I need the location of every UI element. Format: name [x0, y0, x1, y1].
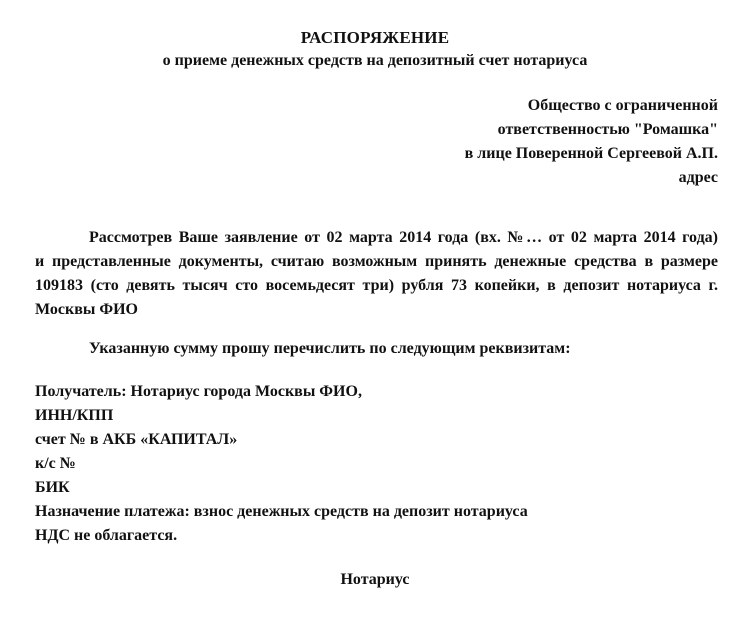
- requisite-inn-kpp: ИНН/КПП: [35, 407, 114, 424]
- requisite-recipient: Получатель: Нотариус города Москвы ФИО,: [35, 383, 362, 400]
- requisite-purpose: Назначение платежа: взнос денежных средств на депозит нотариуса: [35, 503, 528, 520]
- addressee-line-representative: в лице Поверенной Сергеевой А.П.: [464, 145, 718, 162]
- body-paragraph: [35, 226, 718, 322]
- document-subtitle: о приеме денежных средств на депозитный счет нотариуса: [162, 52, 588, 69]
- document-title: РАСПОРЯЖЕНИЕ: [300, 28, 450, 47]
- body-line: 109183 (сто девять тысяч сто восемьдесят три) рубля 73 копейки, в депозит нотариуса г.: [35, 277, 718, 294]
- body-line: и представленные документы, считаю возможным принять денежные средства в размере: [35, 253, 718, 270]
- signature-label: Нотариус: [340, 571, 410, 588]
- requisite-account: счет № в АКБ «КАПИТАЛ»: [35, 431, 238, 448]
- requisite-vat: НДС не облагается.: [35, 527, 178, 544]
- payment-instruction: Указанную сумму прошу перечислить по следующим реквизитам:: [89, 340, 571, 357]
- body-line: Москвы ФИО: [35, 301, 138, 318]
- requisite-corr-account: к/с №: [35, 455, 76, 472]
- addressee-line-company-name: ответственностью "Ромашка": [497, 121, 718, 138]
- addressee-line-address: адрес: [678, 169, 718, 186]
- requisite-bik: БИК: [35, 479, 70, 496]
- body-line: Рассмотрев Ваше заявление от 02 марта 2014 года (вх. №… от 02 марта 2014 года): [89, 229, 718, 246]
- addressee-line-company: Общество с ограниченной: [527, 97, 718, 114]
- requisites-block: [35, 380, 528, 548]
- addressee-block: [318, 94, 718, 190]
